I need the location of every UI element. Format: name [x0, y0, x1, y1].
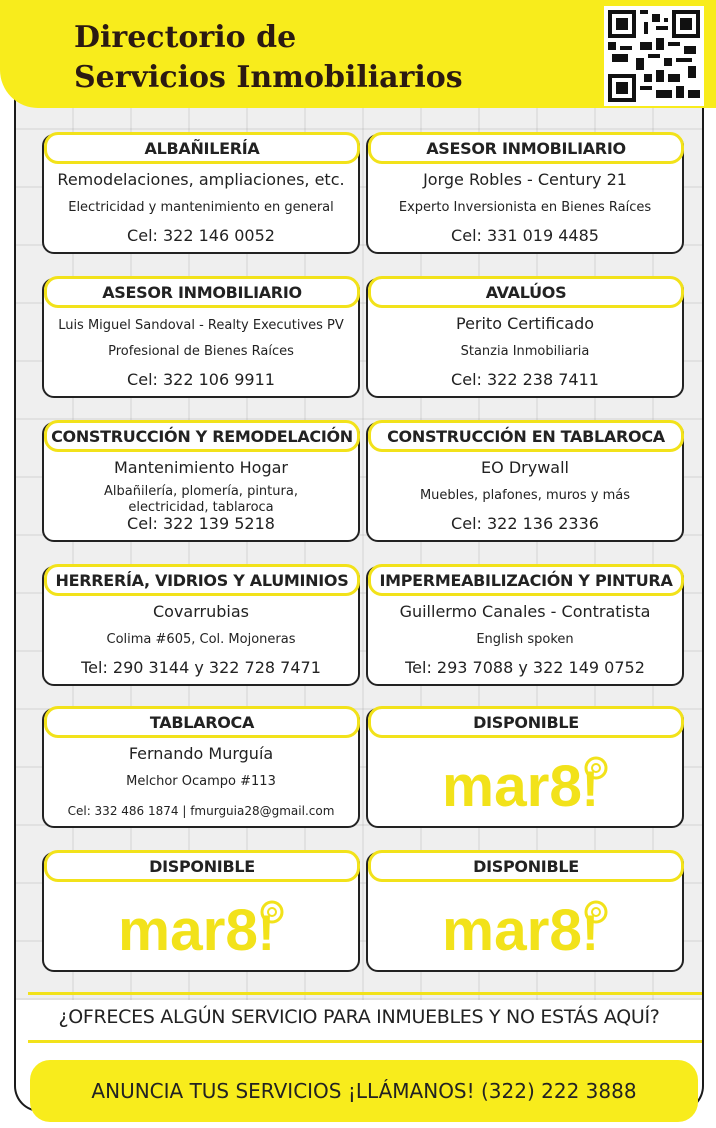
mar8-logo-icon	[116, 898, 286, 958]
divider-top	[28, 992, 702, 995]
service-card[interactable]	[366, 422, 684, 542]
mar8-logo-icon	[440, 898, 610, 958]
card-line-primary: Fernando Murguía	[128, 744, 274, 763]
svg-text:mar8: mar8	[442, 754, 582, 814]
advertise-question: ¿OFRECES ALGÚN SERVICIO PARA INMUEBLES Y NO ESTÁS AQUÍ?	[58, 1006, 660, 1028]
card-heading: CONSTRUCCIÓN EN TABLAROCA	[368, 420, 684, 452]
card-heading: DISPONIBLE	[368, 850, 684, 882]
card-line-secondary: Experto Inversionista en Bienes Raíces	[398, 200, 652, 215]
card-contact: Cel: 332 486 1874 | fmurguia28@gmail.com	[67, 804, 335, 818]
service-card[interactable]	[42, 708, 360, 828]
service-card[interactable]	[366, 134, 684, 254]
card-heading: IMPERMEABILIZACIÓN Y PINTURA	[368, 564, 684, 596]
mar8-logo-icon	[440, 754, 610, 814]
card-line-secondary: Albañilería, plomería, pintura, electricidad, tablaroca	[104, 484, 298, 515]
svg-text:mar8: mar8	[118, 898, 258, 958]
card-contact: Cel: 331 019 4485	[451, 226, 599, 245]
card-heading: TABLAROCA	[44, 706, 360, 738]
qr-code-icon[interactable]	[604, 6, 704, 106]
service-card[interactable]	[42, 278, 360, 398]
card-line-primary: Luis Miguel Sandoval - Realty Executives PV	[58, 318, 344, 333]
card-line-primary: Remodelaciones, ampliaciones, etc.	[57, 170, 345, 189]
card-contact: Cel: 322 146 0052	[127, 226, 275, 245]
card-contact: Tel: 293 7088 y 322 149 0752	[405, 658, 645, 677]
card-line-primary: EO Drywall	[481, 458, 569, 477]
service-card[interactable]	[42, 852, 360, 972]
svg-text:mar8: mar8	[442, 898, 582, 958]
svg-text:!: !	[582, 905, 599, 958]
service-card[interactable]	[42, 566, 360, 686]
service-card[interactable]	[366, 278, 684, 398]
card-line-secondary: English spoken	[476, 632, 574, 647]
service-card[interactable]	[42, 422, 360, 542]
card-contact: Cel: 322 136 2336	[451, 514, 599, 533]
card-heading: HERRERÍA, VIDRIOS Y ALUMINIOS	[44, 564, 360, 596]
header-banner	[0, 0, 716, 108]
service-card[interactable]	[366, 852, 684, 972]
card-line-primary: Guillermo Canales - Contratista	[399, 602, 651, 621]
card-line-primary: Mantenimiento Hogar	[114, 458, 288, 477]
card-line-secondary: Stanzia Inmobiliaria	[460, 344, 590, 359]
card-contact: Cel: 322 139 5218	[127, 514, 275, 533]
svg-text:!: !	[258, 905, 275, 958]
card-heading: ASESOR INMOBILIARIO	[368, 132, 684, 164]
title-line-2: Servicios Inmobiliarios	[74, 60, 463, 95]
card-line-primary: Jorge Robles - Century 21	[423, 170, 627, 189]
service-card[interactable]	[42, 134, 360, 254]
card-contact: Tel: 290 3144 y 322 728 7471	[81, 658, 321, 677]
card-heading: ASESOR INMOBILIARIO	[44, 276, 360, 308]
card-heading: CONSTRUCCIÓN Y REMODELACIÓN	[44, 420, 360, 452]
available-slot-logo	[368, 898, 682, 962]
page-title	[74, 18, 463, 98]
svg-text:!: !	[582, 761, 599, 814]
card-heading: AVALÚOS	[368, 276, 684, 308]
card-contact: Cel: 322 106 9911	[127, 370, 275, 389]
divider-bottom	[28, 1040, 702, 1043]
card-contact: Cel: 322 238 7411	[451, 370, 599, 389]
card-line-secondary: Electricidad y mantenimiento en general	[68, 200, 334, 215]
card-line-secondary: Melchor Ocampo #113	[126, 774, 276, 789]
card-heading: ALBAÑILERÍA	[44, 132, 360, 164]
available-slot-logo	[44, 898, 358, 962]
card-line-secondary: Colima #605, Col. Mojoneras	[106, 632, 296, 647]
card-line-primary: Covarrubias	[153, 602, 249, 621]
card-line-secondary: Muebles, plafones, muros y más	[419, 488, 631, 503]
available-slot-logo	[368, 754, 682, 818]
service-card[interactable]	[366, 566, 684, 686]
card-heading: DISPONIBLE	[44, 850, 360, 882]
card-heading: DISPONIBLE	[368, 706, 684, 738]
title-line-1: Directorio de	[74, 20, 297, 55]
card-line-primary: Perito Certificado	[455, 314, 595, 333]
service-card[interactable]	[366, 708, 684, 828]
card-line-secondary: Profesional de Bienes Raíces	[108, 344, 294, 359]
advertise-call-to-action[interactable]: ANUNCIA TUS SERVICIOS ¡LLÁMANOS! (322) 222 3888	[30, 1060, 698, 1122]
